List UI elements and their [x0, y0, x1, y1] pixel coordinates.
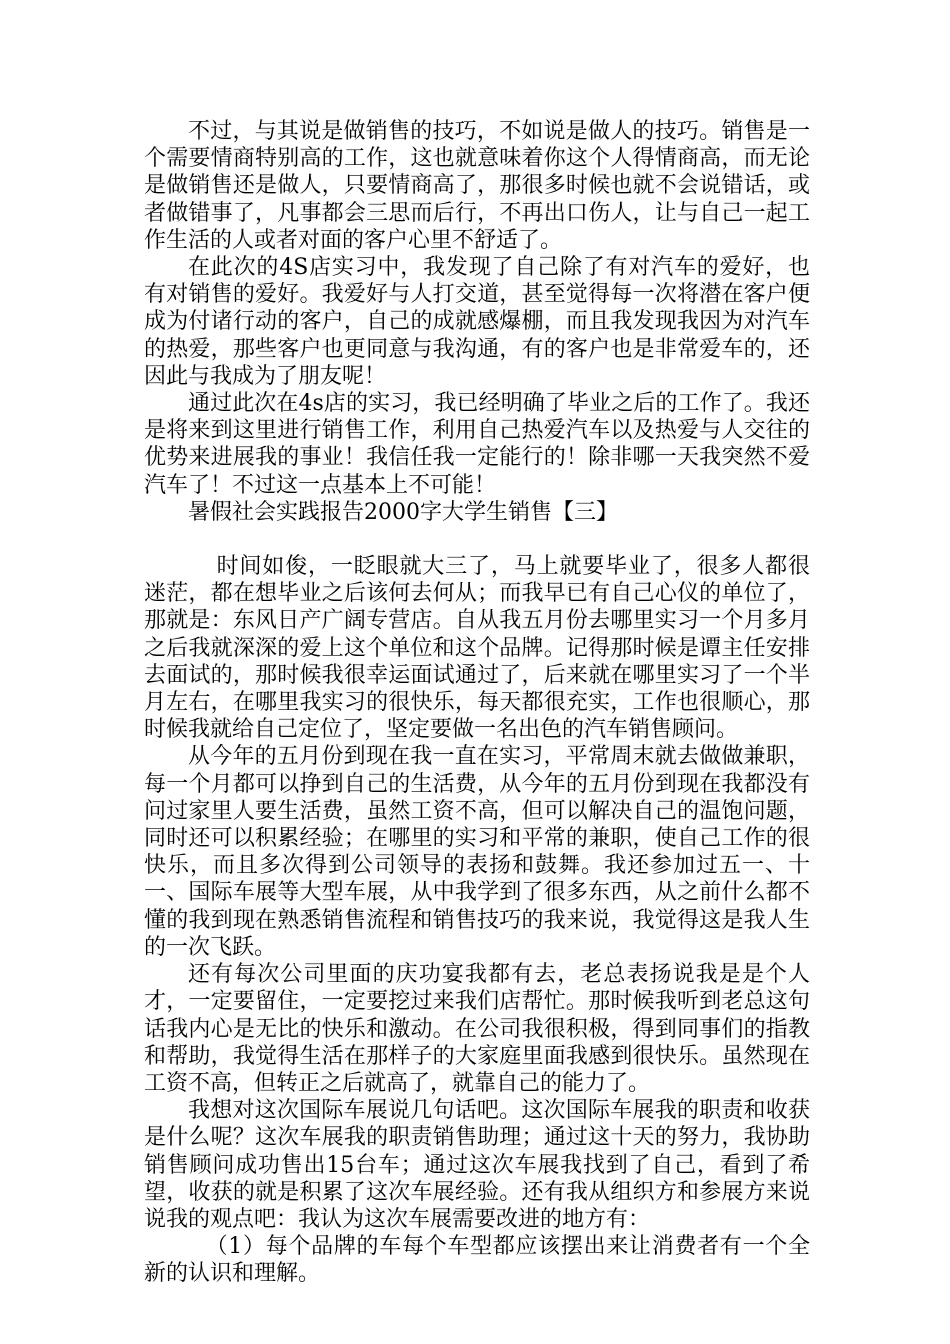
- body-paragraph: 我想对这次国际车展说几句话吧。这次国际车展我的职责和收获是什么呢？这次车展我的职责销售助理；通过这十天的努力，我协助销售顾问成功售出15台车；通过这次车展我找到了自己，看到了希望，收获的就是积累了这次车展经验。还有我从组织方和参展方来说说我的观点吧：我认为这次车展需要改进的地方有：: [144, 1098, 810, 1232]
- blank-line: [144, 526, 810, 553]
- document-page: [144, 118, 810, 1288]
- list-item: （1）每个品牌的车每个车型都应该摆出来让消费者有一个全新的认识和理解。: [144, 1234, 810, 1287]
- body-paragraph: 不过，与其说是做销售的技巧，不如说是做人的技巧。销售是一个需要情商特别高的工作，这也就意味着你这个人得情商高，而无论是做销售还是做人，只要情商高了，那很多时候也就不会说错话，或者做错事了，凡事都会三思而后行，不再出口伤人，让与自己一起工作生活的人或者对面的客户心里不舒适了。: [144, 119, 810, 253]
- body-paragraph: 在此次的4S店实习中，我发现了自己除了有对汽车的爱好，也有对销售的爱好。我爱好与人打交道，甚至觉得每一次将潜在客户便成为付诸行动的客户，自己的成就感爆棚，而且我发现我因为对汽车的热爱，那些客户也更同意与我沟通，有的客户也是非常爱车的，还因此与我成为了朋友呢！: [144, 255, 810, 389]
- body-paragraph: 时间如俊，一眨眼就大三了，马上就要毕业了，很多人都很迷茫，都在想毕业之后该何去何从；而我早已有自己心仪的单位了，那就是：东风日产广阔专营店。自从我五月份去哪里实习一个月多月之后我就深深的爱上这个单位和这个品牌。记得那时候是谭主任安排去面试的，那时候我很幸运面试通过了，后来就在哪里实习了一个半月左右，在哪里我实习的很快乐，每天都很充实，工作也很顺心，那时候我就给自己定位了，坚定要做一名出色的汽车销售顾问。: [144, 554, 810, 743]
- body-paragraph: 通过此次在4s店的实习，我已经明确了毕业之后的工作了。我还是将来到这里进行销售工作，利用自己热爱汽车以及热爱与人交往的优势来进展我的事业！我信任我一定能行的！除非哪一天我突然不爱汽车了！不过这一点基本上不可能！: [144, 391, 810, 498]
- section-heading: 暑假社会实践报告2000字大学生销售【三】: [188, 499, 618, 525]
- body-paragraph: 从今年的五月份到现在我一直在实习，平常周末就去做做兼职，每一个月都可以挣到自己的生活费，从今年的五月份到现在我都没有问过家里人要生活费，虽然工资不高，但可以解决自己的温饱问题，同时还可以积累经验；在哪里的实习和平常的兼职，使自己工作的很快乐，而且多次得到公司领导的表扬和鼓舞。我还参加过五一、十一、国际车展等大型车展，从中我学到了很多东西，从之前什么都不懂的我到现在熟悉销售流程和销售技巧的我来说，我觉得这是我人生的一次飞跃。: [144, 744, 810, 960]
- body-paragraph: 还有每次公司里面的庆功宴我都有去，老总表扬说我是是个人才，一定要留住，一定要挖过来我们店帮忙。那时候我听到老总这句话我内心是无比的快乐和激动。在公司我很积极，得到同事们的指教和帮助，我觉得生活在那样子的大家庭里面我感到很快乐。虽然现在工资不高，但转正之后就高了，就靠自己的能力了。: [144, 962, 810, 1096]
